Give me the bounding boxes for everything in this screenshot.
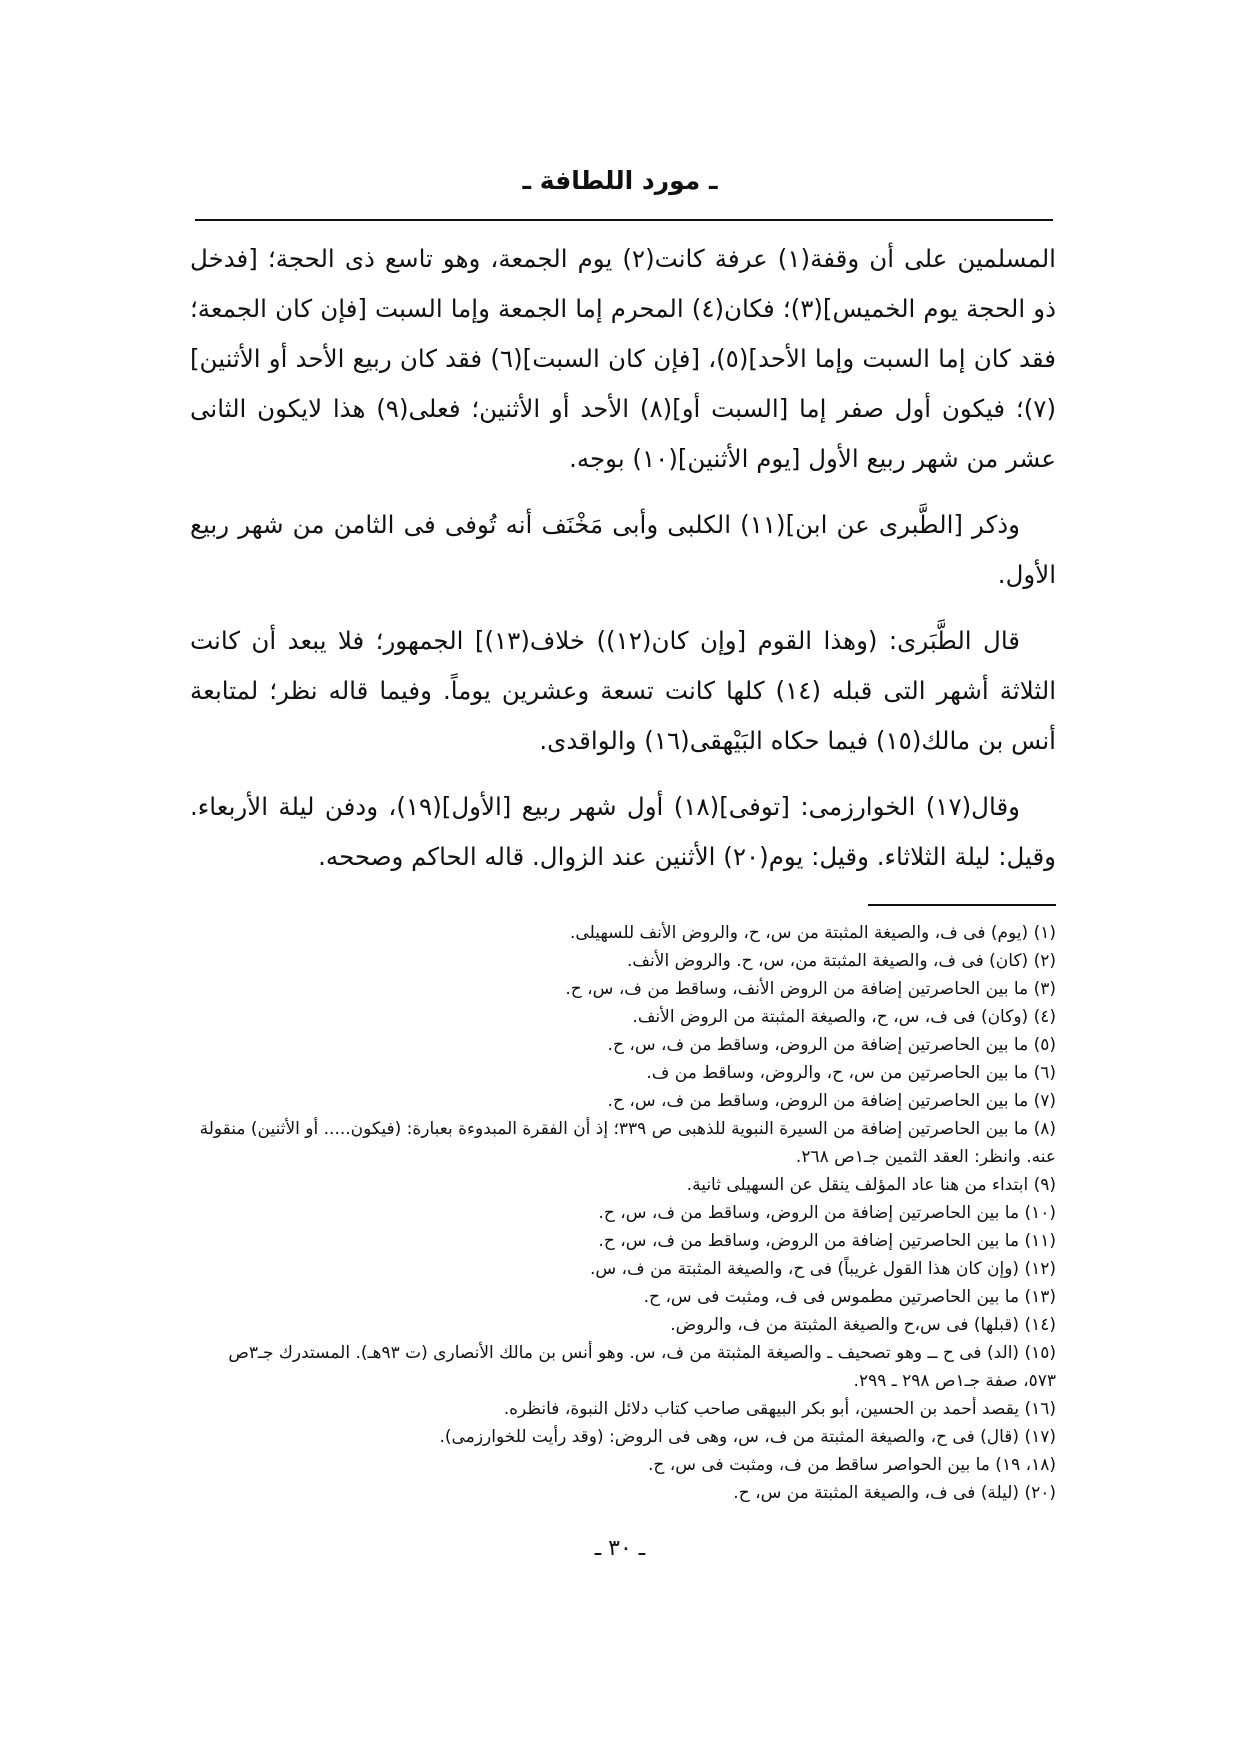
footnote: (١١) ما بين الحاصرتين إضافة من الروض، وساقط من ف، س، ح. — [598, 1231, 1056, 1251]
footnote: (١٥) (الد) فى ح ــ وهو تصحيف ـ والصيغة المثبتة من ف، س. وهو أنس بن مالك الأنصارى (ت ٩٣هـ). المستدرك جـ٣ص ٥٧٣، صفة جـ١ص ٢٩٨ ـ ٢٩٩. — [228, 1343, 1056, 1391]
footnote: (٦) ما بين الحاصرتين من س، ح، والروض، وساقط من ف. — [646, 1063, 1056, 1083]
footnote: (٩) ابتداء من هنا عاد المؤلف ينقل عن السهيلى ثانية. — [686, 1175, 1056, 1195]
footnote: (٢) (كان) فى ف، والصيغة المثبتة من، س، ح. والروض الأنف. — [627, 951, 1056, 971]
header-rule — [195, 219, 1053, 221]
footnotes-list — [192, 919, 1056, 1507]
footnote: (٤) (وكان) فى ف، س، ح، والصيغة المثبتة من الروض الأنف. — [632, 1007, 1056, 1027]
footnote: (١٠) ما بين الحاصرتين إضافة من الروض، وساقط من ف، س، ح. — [598, 1203, 1056, 1223]
footnote: (٧) ما بين الحاصرتين إضافة من الروض، وساقط من ف، س، ح. — [607, 1091, 1056, 1111]
running-header-title: ـ مورد اللطافة ـ — [522, 166, 718, 195]
footnote: (٨) ما بين الحاصرتين إضافة من السيرة النبوية للذهبى ص ٣٣٩؛ إذ أن الفقرة المبدوءة بعبارة: (فيكون..... أو الأثنين) منقولة عنه. وانظر: العقد الثمين جـ١ص ٢٦٨. — [199, 1119, 1056, 1167]
footnote: (١٢) (وإن كان هذا القول غريباً) فى ح، والصيغة المثبتة من ف، س. — [590, 1259, 1056, 1279]
footnote: (١٣) ما بين الحاصرتين مطموس فى ف، ومثبت فى س، ح. — [643, 1287, 1056, 1307]
footnote-separator — [868, 904, 1056, 906]
footnote: (٢٠) (ليلة) فى ف، والصيغة المثبتة من س، ح. — [733, 1483, 1056, 1503]
footnote: (١٨، ١٩) ما بين الحواصر ساقط من ف، ومثبت فى س، ح. — [647, 1455, 1056, 1475]
footnote: (١٧) (قال) فى ح، والصيغة المثبتة من ف، س، وهى فى الروض: (وقد رأيت للخوارزمى). — [439, 1427, 1056, 1447]
page-number: ـ ٣٠ ـ — [594, 1536, 646, 1561]
paragraph: قال الطَّبَرى: (وهذا القوم [وإن كان(١٢)) خلاف(١٣)] الجمهور؛ فلا يبعد أن كانت الثلاثة أشهر التى قبله (١٤) كلها كانت تسعة وعشرين يوماً. وفيما قاله نظر؛ لمتابعة أنس بن مالك(١٥) فيما حكاه البَيْهقى(١٦) والواقدى. — [190, 626, 1056, 755]
footnote: (٥) ما بين الحاصرتين إضافة من الروض، وساقط من ف، س، ح. — [607, 1035, 1056, 1055]
footnote: (١٦) يقصد أحمد بن الحسين، أبو بكر البيهقى صاحب كتاب دلائل النبوة، فانظره. — [503, 1399, 1056, 1419]
footnote: (١) (يوم) فى ف، والصيغة المثبتة من س، ح، والروض الأنف للسهيلى. — [570, 923, 1056, 943]
paragraph: وقال(١٧) الخوارزمى: [توفى](١٨) أول شهر ربيع [الأول](١٩)، ودفن ليلة الأربعاء. وقيل: ليلة الثلاثاء. وقيل: يوم(٢٠) الأثنين عند الزوال. قاله الحاكم وصححه. — [190, 792, 1056, 871]
footnote: (١٤) (قبلها) فى س،ح والصيغة المثبتة من ف، والروض. — [670, 1315, 1056, 1335]
paragraph: وذكر [الطَّبرى عن ابن](١١) الكلبى وأبى مَخْنَف أنه تُوفى فى الثامن من شهر ربيع الأول. — [190, 510, 1056, 589]
paragraph: المسلمين على أن وقفة(١) عرفة كانت(٢) يوم الجمعة، وهو تاسع ذى الحجة؛ [فدخل ذو الحجة يوم الخميس](٣)؛ فكان(٤) المحرم إما الجمعة وإما السبت [فإن كان الجمعة؛ فقد كان إما السبت وإما الأحد](٥)، [فإن كان السبت](٦) فقد كان ربيع الأحد أو الأثنين](٧)؛ فيكون أول صفر إما [السبت أو](٨) الأحد أو الأثنين؛ فعلى(٩) هذا لايكون الثانى عشر من شهر ربيع الأول [يوم الأثنين](١٠) بوجه. — [190, 244, 1056, 473]
footnote: (٣) ما بين الحاصرتين إضافة من الروض الأنف، وساقط من ف، س، ح. — [565, 979, 1056, 999]
main-text — [190, 234, 1056, 898]
